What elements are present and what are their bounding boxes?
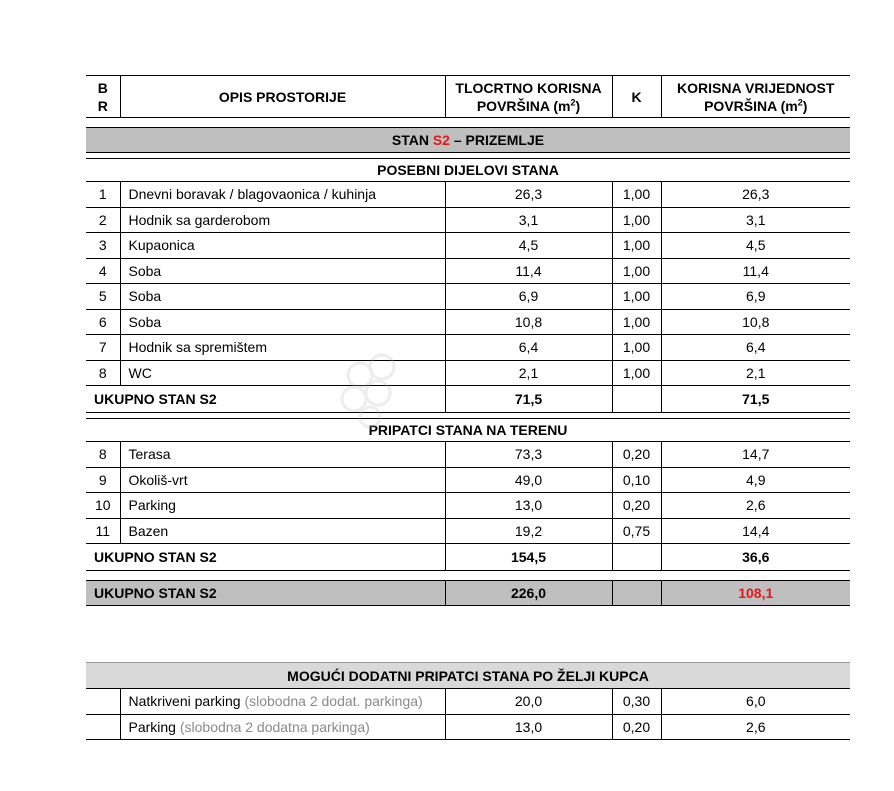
floor-area: 3,1 (445, 207, 612, 233)
grand-total-value: 108,1 (661, 581, 850, 606)
table-row (86, 518, 850, 544)
row-number: 1 (86, 182, 120, 208)
value-area: 11,4 (661, 258, 850, 284)
coefficient: 0,20 (612, 442, 661, 468)
table-row (86, 258, 850, 284)
row-number: 9 (86, 467, 120, 493)
value-area: 2,6 (661, 714, 850, 740)
floor-area: 49,0 (445, 467, 612, 493)
room-name: Parking (120, 493, 445, 519)
row-number: 8 (86, 360, 120, 386)
row-number (86, 689, 120, 715)
coefficient: 0,10 (612, 467, 661, 493)
coefficient: 1,00 (612, 258, 661, 284)
coefficient: 1,00 (612, 207, 661, 233)
extra-note: (slobodna 2 dodatna parkinga) (179, 718, 370, 735)
value-area: 6,9 (661, 284, 850, 310)
room-name: Okoliš-vrt (120, 467, 445, 493)
floor-area: 19,2 (445, 518, 612, 544)
coefficient: 0,20 (612, 493, 661, 519)
row-number: 8 (86, 442, 120, 468)
extra-note: (slobodna 2 dodat. parkinga) (244, 693, 423, 710)
coefficient: 1,00 (612, 233, 661, 259)
room-name: Dnevni boravak / blagovaonica / kuhinja (120, 182, 445, 208)
header-br: B R (86, 76, 120, 118)
value-area: 2,1 (661, 360, 850, 386)
room-name: Soba (120, 258, 445, 284)
room-name: Hodnik sa spremištem (120, 335, 445, 361)
value-area: 2,6 (661, 493, 850, 519)
coefficient: 0,20 (612, 714, 661, 740)
table-row (86, 207, 850, 233)
optional-extras-table (86, 662, 850, 740)
table-row (86, 233, 850, 259)
floor-area: 26,3 (445, 182, 612, 208)
table-row (86, 360, 850, 386)
grand-total-row: UKUPNO STAN S2 226,0 108,1 (86, 581, 850, 606)
room-name: Terasa (120, 442, 445, 468)
coefficient: 1,00 (612, 309, 661, 335)
row-number: 7 (86, 335, 120, 361)
room-name: Soba (120, 309, 445, 335)
section-total-private: UKUPNO STAN S2 71,5 71,5 (86, 386, 850, 413)
value-area: 4,5 (661, 233, 850, 259)
optional-table (86, 662, 850, 740)
floor-area: 4,5 (445, 233, 612, 259)
header-coefficient: K (612, 76, 661, 118)
apartment-title-band (86, 128, 850, 153)
table-row (86, 182, 850, 208)
floor-area: 2,1 (445, 360, 612, 386)
floor-area: 11,4 (445, 258, 612, 284)
value-area: 14,7 (661, 442, 850, 468)
table-row (86, 714, 850, 740)
value-area: 10,8 (661, 309, 850, 335)
table-row (86, 493, 850, 519)
coefficient: 1,00 (612, 335, 661, 361)
row-number: 5 (86, 284, 120, 310)
optional-title-band: MOGUĆI DODATNI PRIPATCI STANA PO ŽELJI KUPCA (86, 663, 850, 689)
extra-name (120, 689, 445, 715)
floor-area: 13,0 (445, 714, 612, 740)
table-row (86, 467, 850, 493)
table-row (86, 689, 850, 715)
floor-area: 20,0 (445, 689, 612, 715)
room-name: WC (120, 360, 445, 386)
table-header-row (86, 76, 850, 118)
row-number: 6 (86, 309, 120, 335)
value-area: 26,3 (661, 182, 850, 208)
table-row (86, 335, 850, 361)
value-area: 3,1 (661, 207, 850, 233)
row-number: 2 (86, 207, 120, 233)
header-floor-area: TLOCRTNO KORISNA POVRŠINA $(m^2)$ (445, 76, 612, 118)
section-title-private: POSEBNI DIJELOVI STANA (86, 159, 850, 182)
table-row (86, 442, 850, 468)
floor-area: 10,8 (445, 309, 612, 335)
room-name: Hodnik sa garderobom (120, 207, 445, 233)
room-name: Soba (120, 284, 445, 310)
coefficient: 0,30 (612, 689, 661, 715)
floor-area: 6,9 (445, 284, 612, 310)
floor-area: 6,4 (445, 335, 612, 361)
coefficient: 1,00 (612, 284, 661, 310)
row-number: 3 (86, 233, 120, 259)
coefficient: 1,00 (612, 360, 661, 386)
table-row (86, 309, 850, 335)
coefficient: 1,00 (612, 182, 661, 208)
value-area: 6,0 (661, 689, 850, 715)
floor-area: 73,3 (445, 442, 612, 468)
section-title-ground: PRIPATCI STANA NA TERENU (86, 419, 850, 442)
floor-area: 13,0 (445, 493, 612, 519)
value-area: 14,4 (661, 518, 850, 544)
row-number: 4 (86, 258, 120, 284)
room-name: Bazen (120, 518, 445, 544)
coefficient: 0,75 (612, 518, 661, 544)
row-number: 10 (86, 493, 120, 519)
value-area: 6,4 (661, 335, 850, 361)
row-number (86, 714, 120, 740)
apartment-title: STAN S2 – PRIZEMLJE (86, 128, 850, 153)
value-area: 4,9 (661, 467, 850, 493)
extra-label: Parking (128, 718, 176, 735)
row-number: 11 (86, 518, 120, 544)
table-row (86, 284, 850, 310)
header-value-area: KORISNA VRIJEDNOST POVRŠINA $(m^2)$ (661, 76, 850, 118)
main-table (86, 75, 850, 606)
header-description: OPIS PROSTORIJE (120, 76, 445, 118)
extra-label: Natkriveni parking (128, 693, 241, 710)
apartment-area-table (86, 75, 850, 606)
extra-name (120, 714, 445, 740)
section-total-ground: UKUPNO STAN S2 154,5 36,6 (86, 544, 850, 571)
room-name: Kupaonica (120, 233, 445, 259)
